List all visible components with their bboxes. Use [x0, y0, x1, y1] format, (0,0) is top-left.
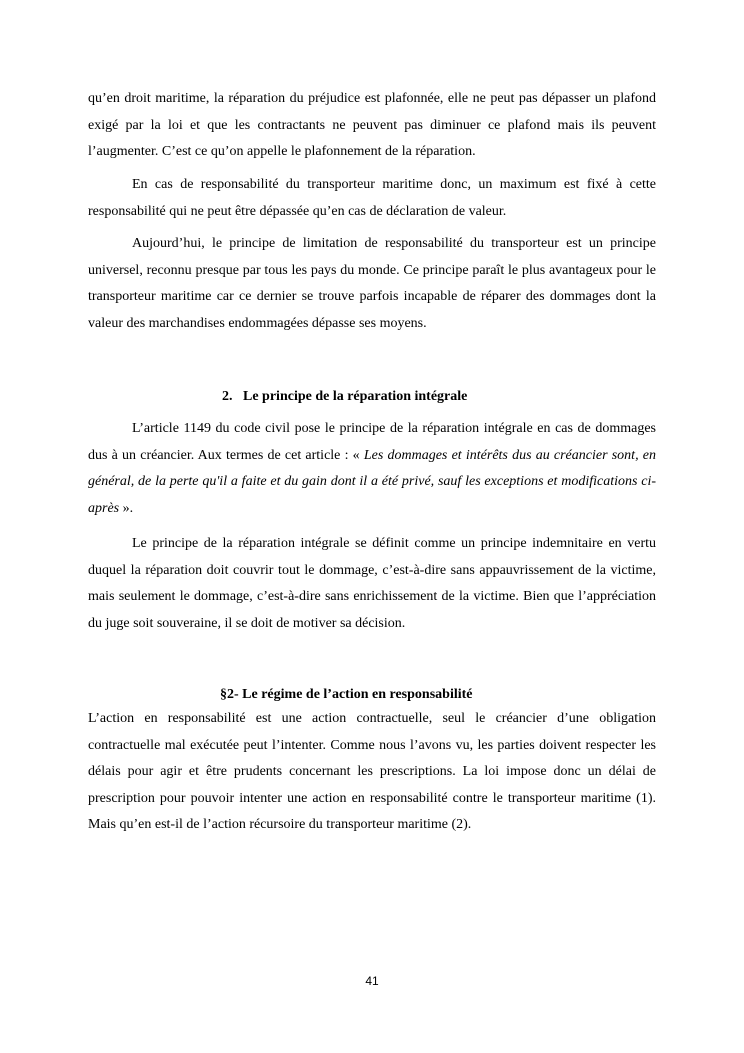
- paragraph-plafonnement: qu’en droit maritime, la réparation du préjudice est plafonnée, elle ne peut pas dépasser un plafond exigé par la loi et que les contractants ne peuvent pas diminuer ce plafond mais ils peuvent l’augmenter. C’est ce qu’on appelle le plafonnement de la réparation.: [88, 91, 656, 159]
- section-heading-number: 2.: [222, 389, 233, 404]
- page-number: 41: [365, 974, 379, 988]
- section-heading-regime-action: §2- Le régime de l’action en responsabilité: [220, 687, 473, 702]
- paragraph-principe-indemnitaire: Le principe de la réparation intégrale se définit comme un principe indemnitaire en vertu duquel la réparation doit couvrir tout le dommage, c’est-à-dire sans appauvrissement de la victime, mais seulement le dommage, c’est-à-dire sans enrichissement de la victime. Bien que l’appréciation du juge soit souveraine, il se doit de motiver sa décision.: [88, 536, 656, 631]
- article-quote: Les dommages et intérêts dus au créancier sont, en général, de la perte qu'il a faite et du gain dont il a été privé, sauf les exceptions et modifications ci-après: [88, 447, 656, 516]
- paragraph-maximum-responsabilite: En cas de responsabilité du transporteur maritime donc, un maximum est fixé à cette responsabilité qui ne peut être dépassée qu’en cas de déclaration de valeur.: [88, 177, 656, 219]
- paragraph-article-1149: [88, 416, 656, 522]
- paragraph-action-responsabilite-text: L’action en responsabilité est une action contractuelle, seul le créancier d’une obligation contractuelle mal exécutée peut l’intenter. Comme nous l’avons vu, les parties doivent respecter les délais pour agir et être prudents concernant les prescriptions. La loi impose donc un délai de prescription pour pouvoir intenter une action en responsabilité contre le transporteur maritime (1). Mais qu’en est-il de l’action récursoire du transporteur maritime (2).: [88, 711, 656, 832]
- paragraph-action-responsabilite: [88, 706, 656, 839]
- paragraph-principe-limitation: Aujourd’hui, le principe de limitation de responsabilité du transporteur est un principe universel, reconnu presque par tous les pays du monde. Ce principe paraît le plus avantageux pour le transporteur maritime car ce dernier se trouve parfois incapable de réparer des dommages dont la valeur des marchandises endommagées dépasse ses moyens.: [88, 236, 656, 331]
- section-heading-reparation-integrale: [88, 388, 656, 406]
- section-heading-title: Le principe de la réparation intégrale: [243, 389, 468, 404]
- article-quote-end: ».: [119, 500, 134, 516]
- article-intro-text: L’article 1149 du code civil pose le principe de la réparation intégrale en cas de dommages dus à un créancier. Aux termes de cet article : «: [88, 421, 656, 463]
